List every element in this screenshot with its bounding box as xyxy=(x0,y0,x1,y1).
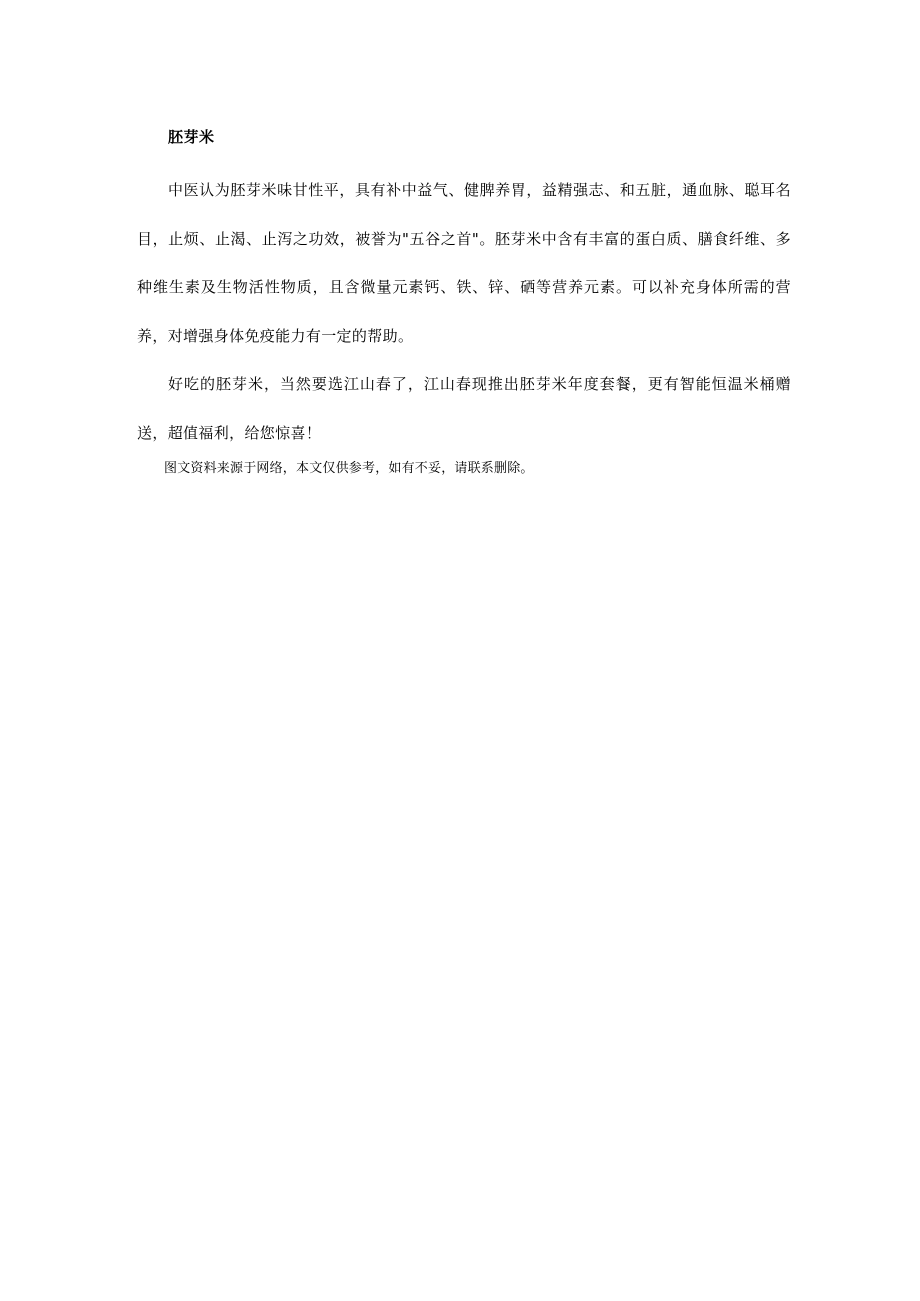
paragraph-health-benefits: 中医认为胚芽米味甘性平，具有补中益气、健脾养胃，益精强志、和五脏，通血脉、聪耳名目，止烦、止渴、止泻之功效，被誉为"五谷之首"。胚芽米中含有丰富的蛋白质、膳食纤维、多种维生素及生物活性物质，且含微量元素钙、铁、锌、硒等营养元素。可以补充身体所需的营养，对增强身体免疫能力有一定的帮助。 xyxy=(137,181,791,345)
document-title: 胚芽米 xyxy=(168,128,215,146)
document-content xyxy=(137,118,791,483)
paragraph-promotion: 好吃的胚芽米，当然要选江山春了，江山春现推出胚芽米年度套餐，更有智能恒温米桶赠送，超值福利，给您惊喜！ xyxy=(137,375,791,442)
disclaimer-note: 图文资料来源于网络，本文仅供参考，如有不妥，请联系删除。 xyxy=(164,461,534,476)
